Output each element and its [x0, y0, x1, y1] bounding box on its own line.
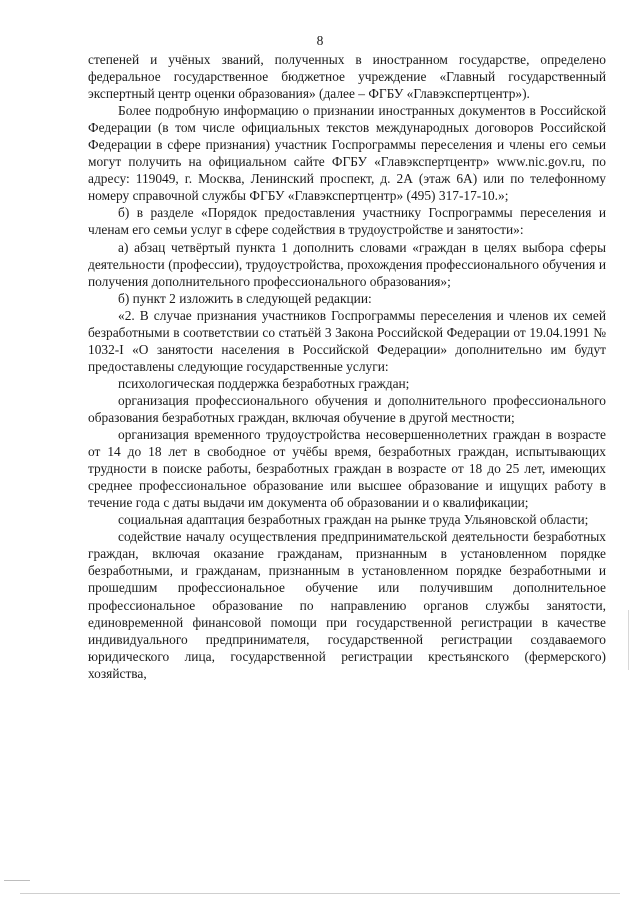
list-item-professional-training: организация профессионального обучения и дополнительного профессионального образования безработных граждан, включая обучение в другой местности;: [88, 392, 606, 425]
page-bottom-divider: [20, 893, 620, 894]
paragraph-item-a: а) абзац четвёртый пункта 1 дополнить словами «граждан в целях выбора сферы деятельности (профессии), трудоустройства, прохождения профессионального обучения и получения дополнительного профессионального образования»;: [88, 239, 606, 289]
paragraph-continuation: степеней и учёных званий, полученных в иностранном государстве, определено федеральное государственное бюджетное учреждение «Главный государственный экспертный центр оценки образования» (далее – ФГБУ «Главэкспертцентр»).: [88, 52, 606, 102]
document-body: [88, 51, 606, 682]
paragraph-clause-2: «2. В случае признания участников Госпрограммы переселения и членов их семей безработными в соответствии со статьёй 3 Закона Российской Федерации от 19.04.1991 № 1032-I «О занятости населения в Российской Федерации» дополнительно им будут предоставлены следующие государственные услуги:: [88, 307, 606, 374]
paragraph-section-b: б) в разделе «Порядок предоставления участнику Госпрограммы переселения и членам его семьи услуг в сфере содействия в трудоустройстве и занятости»:: [88, 205, 606, 238]
paragraph-item-b: б) пункт 2 изложить в следующей редакции:: [118, 290, 372, 306]
paragraph-recognition-info: Более подробную информацию о признании иностранных документов в Российской Федерации (в том числе официальных текстов международных договоров Российской Федерации в сфере признания) участник Госпрограммы переселения и члены его семьи могут получить на официальном сайте ФГБУ «Главэкспертцентр» www.nic.gov.ru, по адресу: 119049, г. Москва, Ленинский проспект, д. 2А (этаж 6А) или по телефонному номеру справочной службы ФГБУ «Главэкспертцентр» (495) 317-17-10.»;: [88, 103, 606, 204]
scan-artifact-mark: [4, 880, 30, 881]
page-number: 8: [316, 33, 324, 48]
list-item-entrepreneurship-support: содействие началу осуществления предпринимательской деятельности безработных граждан, включая оказание гражданам, признанным в установленном порядке безработными, и гражданам, признанным в установленном порядке безработными и прошедшим профессиональное обучение или получившим дополнительное профессиональное образование по направлению органов службы занятости, единовременной финансовой помощи при государственной регистрации в качестве индивидуального предпринимателя, государственной регистрации создаваемого юридического лица, государственной регистрации крестьянского (фермерского) хозяйства,: [88, 529, 606, 681]
list-item-psychological-support: психологическая поддержка безработных граждан;: [118, 375, 410, 391]
scan-artifact-line: [628, 610, 629, 670]
list-item-temporary-employment: организация временного трудоустройства несовершеннолетних граждан в возрасте от 14 до 18 лет в свободное от учёбы время, безработных граждан, испытывающих трудности в поиске работы, безработных граждан в возрасте от 18 до 25 лет, имеющих среднее профессиональное образование или высшее образование и ищущих работу в течение года с даты выдачи им документа об образовании и о квалификации;: [88, 427, 606, 511]
list-item-social-adaptation: социальная адаптация безработных граждан на рынке труда Ульяновской области;: [118, 512, 589, 528]
